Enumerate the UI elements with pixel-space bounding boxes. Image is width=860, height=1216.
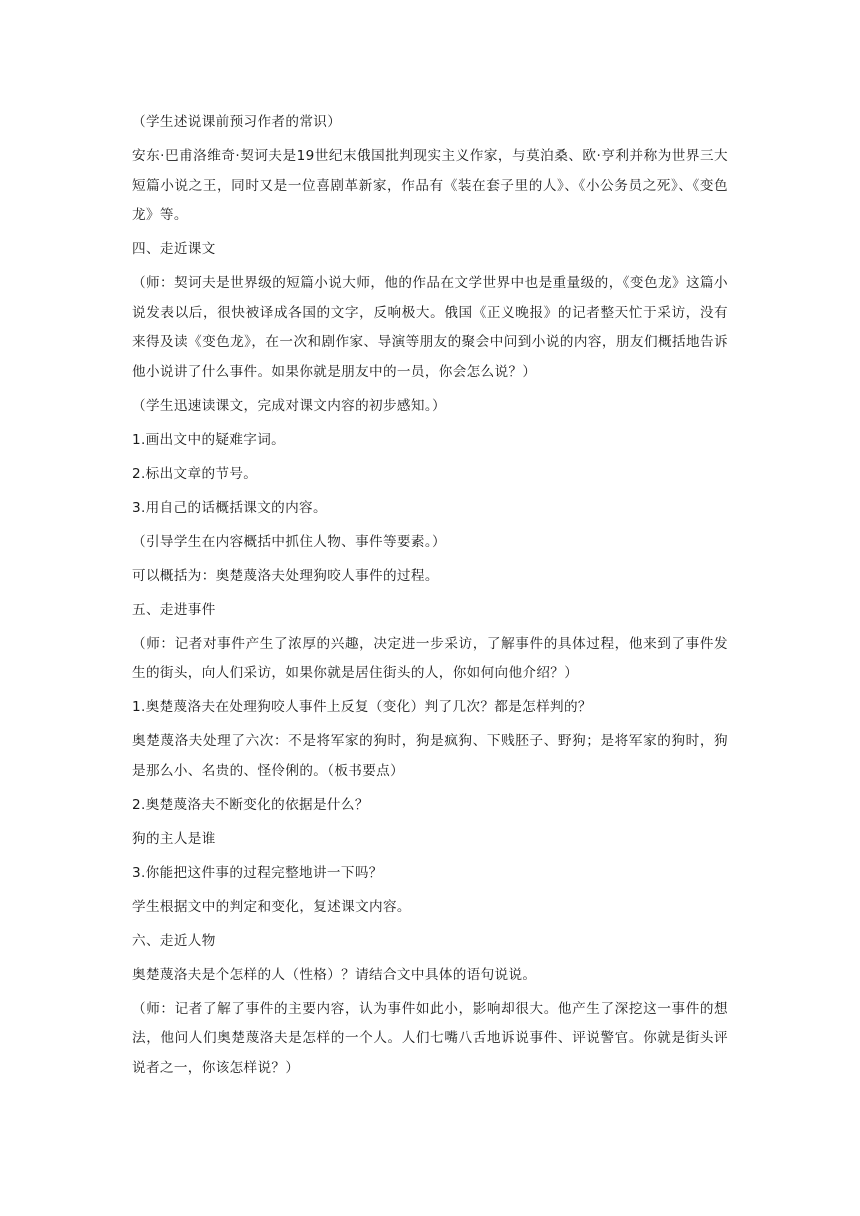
question-2: 2.奥楚蔑洛夫不断变化的依据是什么？	[132, 796, 369, 813]
paragraph-teacher-prompt-3: （师：记者了解了事件的主要内容，认为事件如此小，影响却很大。他产生了深挖这一事件的想法，他问人们奥楚蔑洛夫是怎样的一个人。人们七嘴八舌地诉说事件、评说警官。你就是街头评说者之一，你该怎样说？）	[132, 1000, 728, 1076]
section-heading-6: 六、走近人物	[132, 932, 216, 949]
paragraph-preview-note: （学生述说课前预习作者的常识）	[132, 114, 342, 130]
paragraph-teacher-prompt-2: （师：记者对事件产生了浓厚的兴趣，决定进一步采访，了解事件的具体过程，他来到了事件发生的街头，向人们采访，如果你就是居住街头的人，你如何向他介绍？）	[132, 635, 728, 681]
question-3: 3.你能把这件事的过程完整地讲一下吗？	[132, 864, 383, 881]
answer-1: 奥楚蔑洛夫处理了六次：不是将军家的狗时，狗是疯狗、下贱胚子、野狗；是将军家的狗时，狗是那么小、名贵的、怪伶俐的。（板书要点）	[132, 733, 728, 779]
paragraph-guidance: （引导学生在内容概括中抓住人物、事件等要素。）	[132, 533, 446, 550]
paragraph-character-question: 奥楚蔑洛夫是个怎样的人（性格）？请结合文中具体的语句说说。	[132, 966, 537, 983]
paragraph-summary: 可以概括为：奥楚蔑洛夫处理狗咬人事件的过程。	[132, 567, 439, 584]
paragraph-author-intro: 安东·巴甫洛维奇·契诃夫是19世纪末俄国批判现实主义作家，与莫泊桑、欧·亨利并称为世界三大短篇小说之王，同时又是一位喜剧革新家，作品有《装在套子里的人》、《小公务员之死》、《变色龙》等。	[132, 148, 728, 223]
section-heading-5: 五、走进事件	[132, 601, 216, 618]
list-item-2: 2.标出文章的节号。	[132, 465, 258, 482]
section-heading-4: 四、走近课文	[132, 241, 216, 257]
answer-3: 学生根据文中的判定和变化，复述课文内容。	[132, 898, 411, 915]
answer-2: 狗的主人是谁	[132, 830, 216, 847]
question-1: 1.奥楚蔑洛夫在处理狗咬人事件上反复（变化）判了几次？都是怎样判的？	[132, 699, 592, 715]
document-page	[132, 108, 728, 1083]
paragraph-student-reading: （学生迅速读课文，完成对课文内容的初步感知。）	[132, 397, 446, 414]
paragraph-teacher-prompt-1: （师：契诃夫是世界级的短篇小说大师，他的作品在文学世界中也是重量级的，《变色龙》这篇小说发表以后，很快被译成各国的文字，反响极大。俄国《正义晚报》的记者整天忙于采访，没有来得及读《变色龙》，在一次和剧作家、导演等朋友的聚会中问到小说的内容，朋友们概括地告诉他小说讲了什么事件。如果你就是朋友中的一员，你会怎么说？）	[132, 275, 728, 380]
list-item-1: 1.画出文中的疑难字词。	[132, 431, 286, 448]
list-item-3: 3.用自己的话概括课文的内容。	[132, 499, 327, 516]
